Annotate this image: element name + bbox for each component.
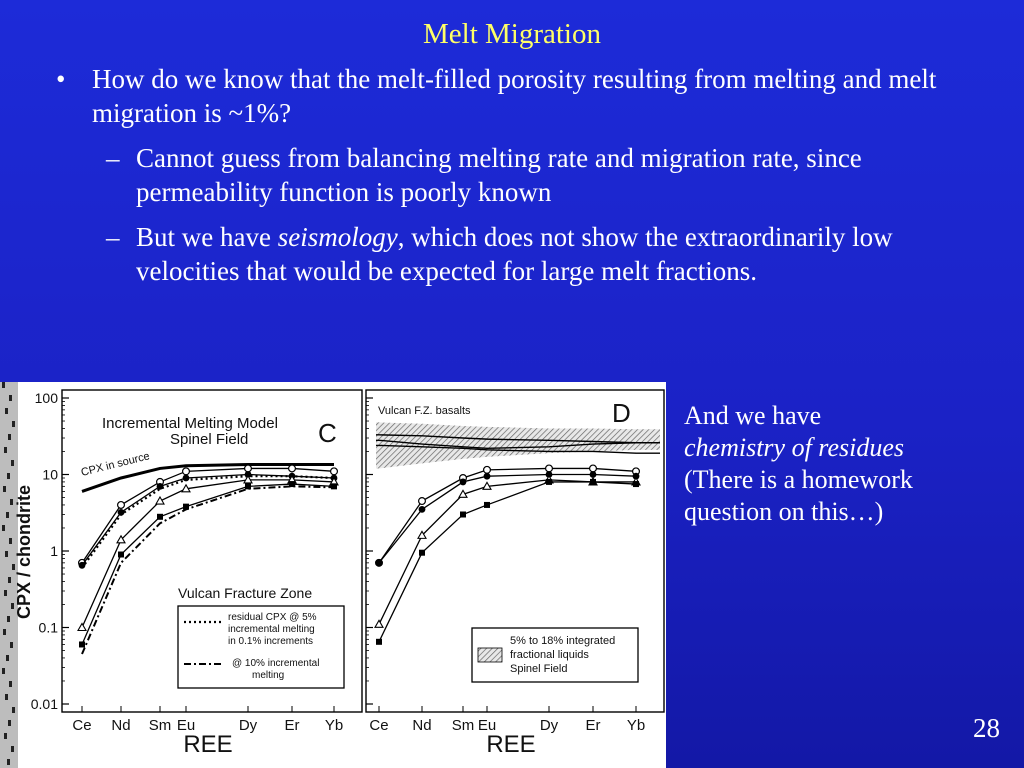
x-tick-label: Sm [148, 717, 172, 734]
series-line [379, 482, 636, 642]
marker-filled-circle [376, 559, 383, 566]
y-tick-label: 0.01 [30, 696, 58, 712]
x-tick-label: Nd [412, 717, 432, 734]
scan-speck [4, 447, 7, 453]
x-tick-label: Yb [324, 717, 344, 734]
marker-open-circle [289, 465, 296, 472]
chart-subtitle: Spinel Field [170, 431, 249, 448]
basalt-band [376, 422, 660, 468]
series-line [379, 475, 636, 563]
marker-open-triangle [78, 624, 86, 631]
x-tick-label: Nd [111, 717, 131, 734]
scan-speck [3, 629, 6, 635]
sub-bullet-item [56, 141, 976, 209]
marker-filled-square [419, 550, 425, 556]
side-note [684, 400, 1004, 528]
scan-speck [5, 408, 8, 414]
x-tick-label: Sm [451, 717, 475, 734]
chart-title: Vulcan F.Z. basalts [378, 405, 471, 417]
side-emphasis: chemistry of residues [684, 433, 904, 462]
marker-open-triangle [156, 497, 164, 504]
annotation-label: CPX in source [79, 450, 151, 479]
sub-bullet-emphasis: seismology [277, 222, 398, 252]
side-line-1: And we have [684, 401, 822, 430]
side-line-3: (There is a homework question on this…) [684, 465, 913, 526]
marker-open-circle [331, 468, 338, 475]
legend-title: Vulcan Fracture Zone [178, 585, 313, 601]
legend-label: melting [252, 670, 285, 681]
scan-speck [9, 681, 12, 687]
y-tick-label: 100 [34, 390, 58, 406]
marker-open-circle [118, 502, 125, 509]
scan-speck [11, 460, 14, 466]
panel-letter: C [318, 418, 337, 448]
marker-filled-circle [460, 479, 467, 486]
bullet-dot-icon: • [56, 64, 66, 94]
legend-swatch-hatched [478, 648, 502, 662]
x-tick-label: Er [284, 717, 300, 734]
slide-title: Melt Migration [422, 18, 601, 50]
x-tick-label: Yb [626, 717, 646, 734]
scan-speck [12, 421, 15, 427]
bullet-list [56, 62, 976, 288]
x-tick-label: Ce [72, 717, 92, 734]
x-tick-label: Dy [539, 717, 559, 734]
legend-label: in 0.1% increments [228, 636, 314, 647]
scan-speck [4, 590, 7, 596]
ree-figure [0, 382, 666, 768]
scan-speck [6, 512, 9, 518]
sub-bullet-item [56, 220, 976, 288]
ree-chart-svg [0, 382, 666, 768]
scan-speck [3, 486, 6, 492]
marker-filled-square [376, 639, 382, 645]
marker-filled-square [484, 502, 490, 508]
marker-open-triangle [375, 620, 383, 627]
dash-icon: – [106, 143, 120, 173]
scan-speck [2, 525, 5, 531]
legend-label: 5% to 18% integrated [510, 635, 616, 647]
bullet-text: How do we know that the melt-filled porosity resulting from melting and melt migration is ~1%? [92, 64, 937, 128]
scan-speck [6, 655, 9, 661]
sub-bullet-text: Cannot guess from balancing melting rate and migration rate, since permeability function is poorly known [136, 143, 862, 207]
scan-speck [10, 499, 13, 505]
x-axis-label: REE [183, 731, 233, 758]
marker-filled-circle [484, 473, 491, 480]
x-tick-label: Dy [238, 717, 258, 734]
page-number: 28 [973, 713, 1000, 743]
y-tick-label: 0.1 [38, 619, 58, 636]
marker-open-circle [484, 466, 491, 473]
scan-speck [9, 538, 12, 544]
marker-filled-square [79, 641, 85, 647]
marker-open-circle [419, 498, 426, 505]
x-tick-label: Eu [176, 717, 196, 734]
scan-speck [7, 759, 10, 765]
marker-open-circle [245, 465, 252, 472]
series-line [379, 480, 636, 624]
marker-filled-square [590, 479, 596, 485]
marker-filled-square [546, 479, 552, 485]
scan-speck [11, 746, 14, 752]
chart-title: Incremental Melting Model [102, 415, 278, 432]
x-tick-label: Eu [477, 717, 497, 734]
scan-speck [10, 642, 13, 648]
marker-filled-square [157, 514, 163, 520]
dash-icon: – [106, 222, 120, 252]
scan-speck [4, 733, 7, 739]
sub-bullet-text-post: , which does not show the extraordinarily low velocities that would be expected for large melt fractions. [136, 222, 893, 286]
y-tick-label: 1 [50, 543, 58, 559]
scan-speck [5, 694, 8, 700]
marker-open-circle [546, 465, 553, 472]
scan-speck [8, 577, 11, 583]
marker-filled-square [118, 552, 124, 558]
x-axis-label: REE [486, 731, 536, 758]
legend-label: @ 10% incremental [232, 658, 320, 669]
x-tick-label: Ce [369, 717, 389, 734]
panel-letter: D [612, 398, 631, 428]
y-tick-label: 10 [42, 466, 58, 483]
scan-speck [8, 720, 11, 726]
marker-filled-square [633, 481, 639, 487]
x-tick-label: Er [585, 717, 601, 734]
legend-label: Spinel Field [510, 663, 568, 675]
sub-bullet-text-pre: But we have [136, 222, 278, 252]
scan-speck [2, 668, 5, 674]
scan-speck [9, 395, 12, 401]
bullet-item [56, 62, 976, 130]
marker-filled-square [460, 512, 466, 518]
legend-label: residual CPX @ 5% [228, 612, 317, 623]
scan-speck [8, 434, 11, 440]
scan-speck [7, 616, 10, 622]
scan-speck [5, 551, 8, 557]
scan-speck [12, 707, 15, 713]
marker-open-circle [183, 468, 190, 475]
marker-open-circle [590, 465, 597, 472]
marker-filled-circle [419, 506, 426, 513]
y-axis-label: CPX / chondrite [14, 484, 34, 620]
scan-speck [2, 382, 5, 388]
legend-label: incremental melting [228, 624, 315, 635]
legend-label: fractional liquids [510, 649, 589, 661]
scan-speck [7, 473, 10, 479]
